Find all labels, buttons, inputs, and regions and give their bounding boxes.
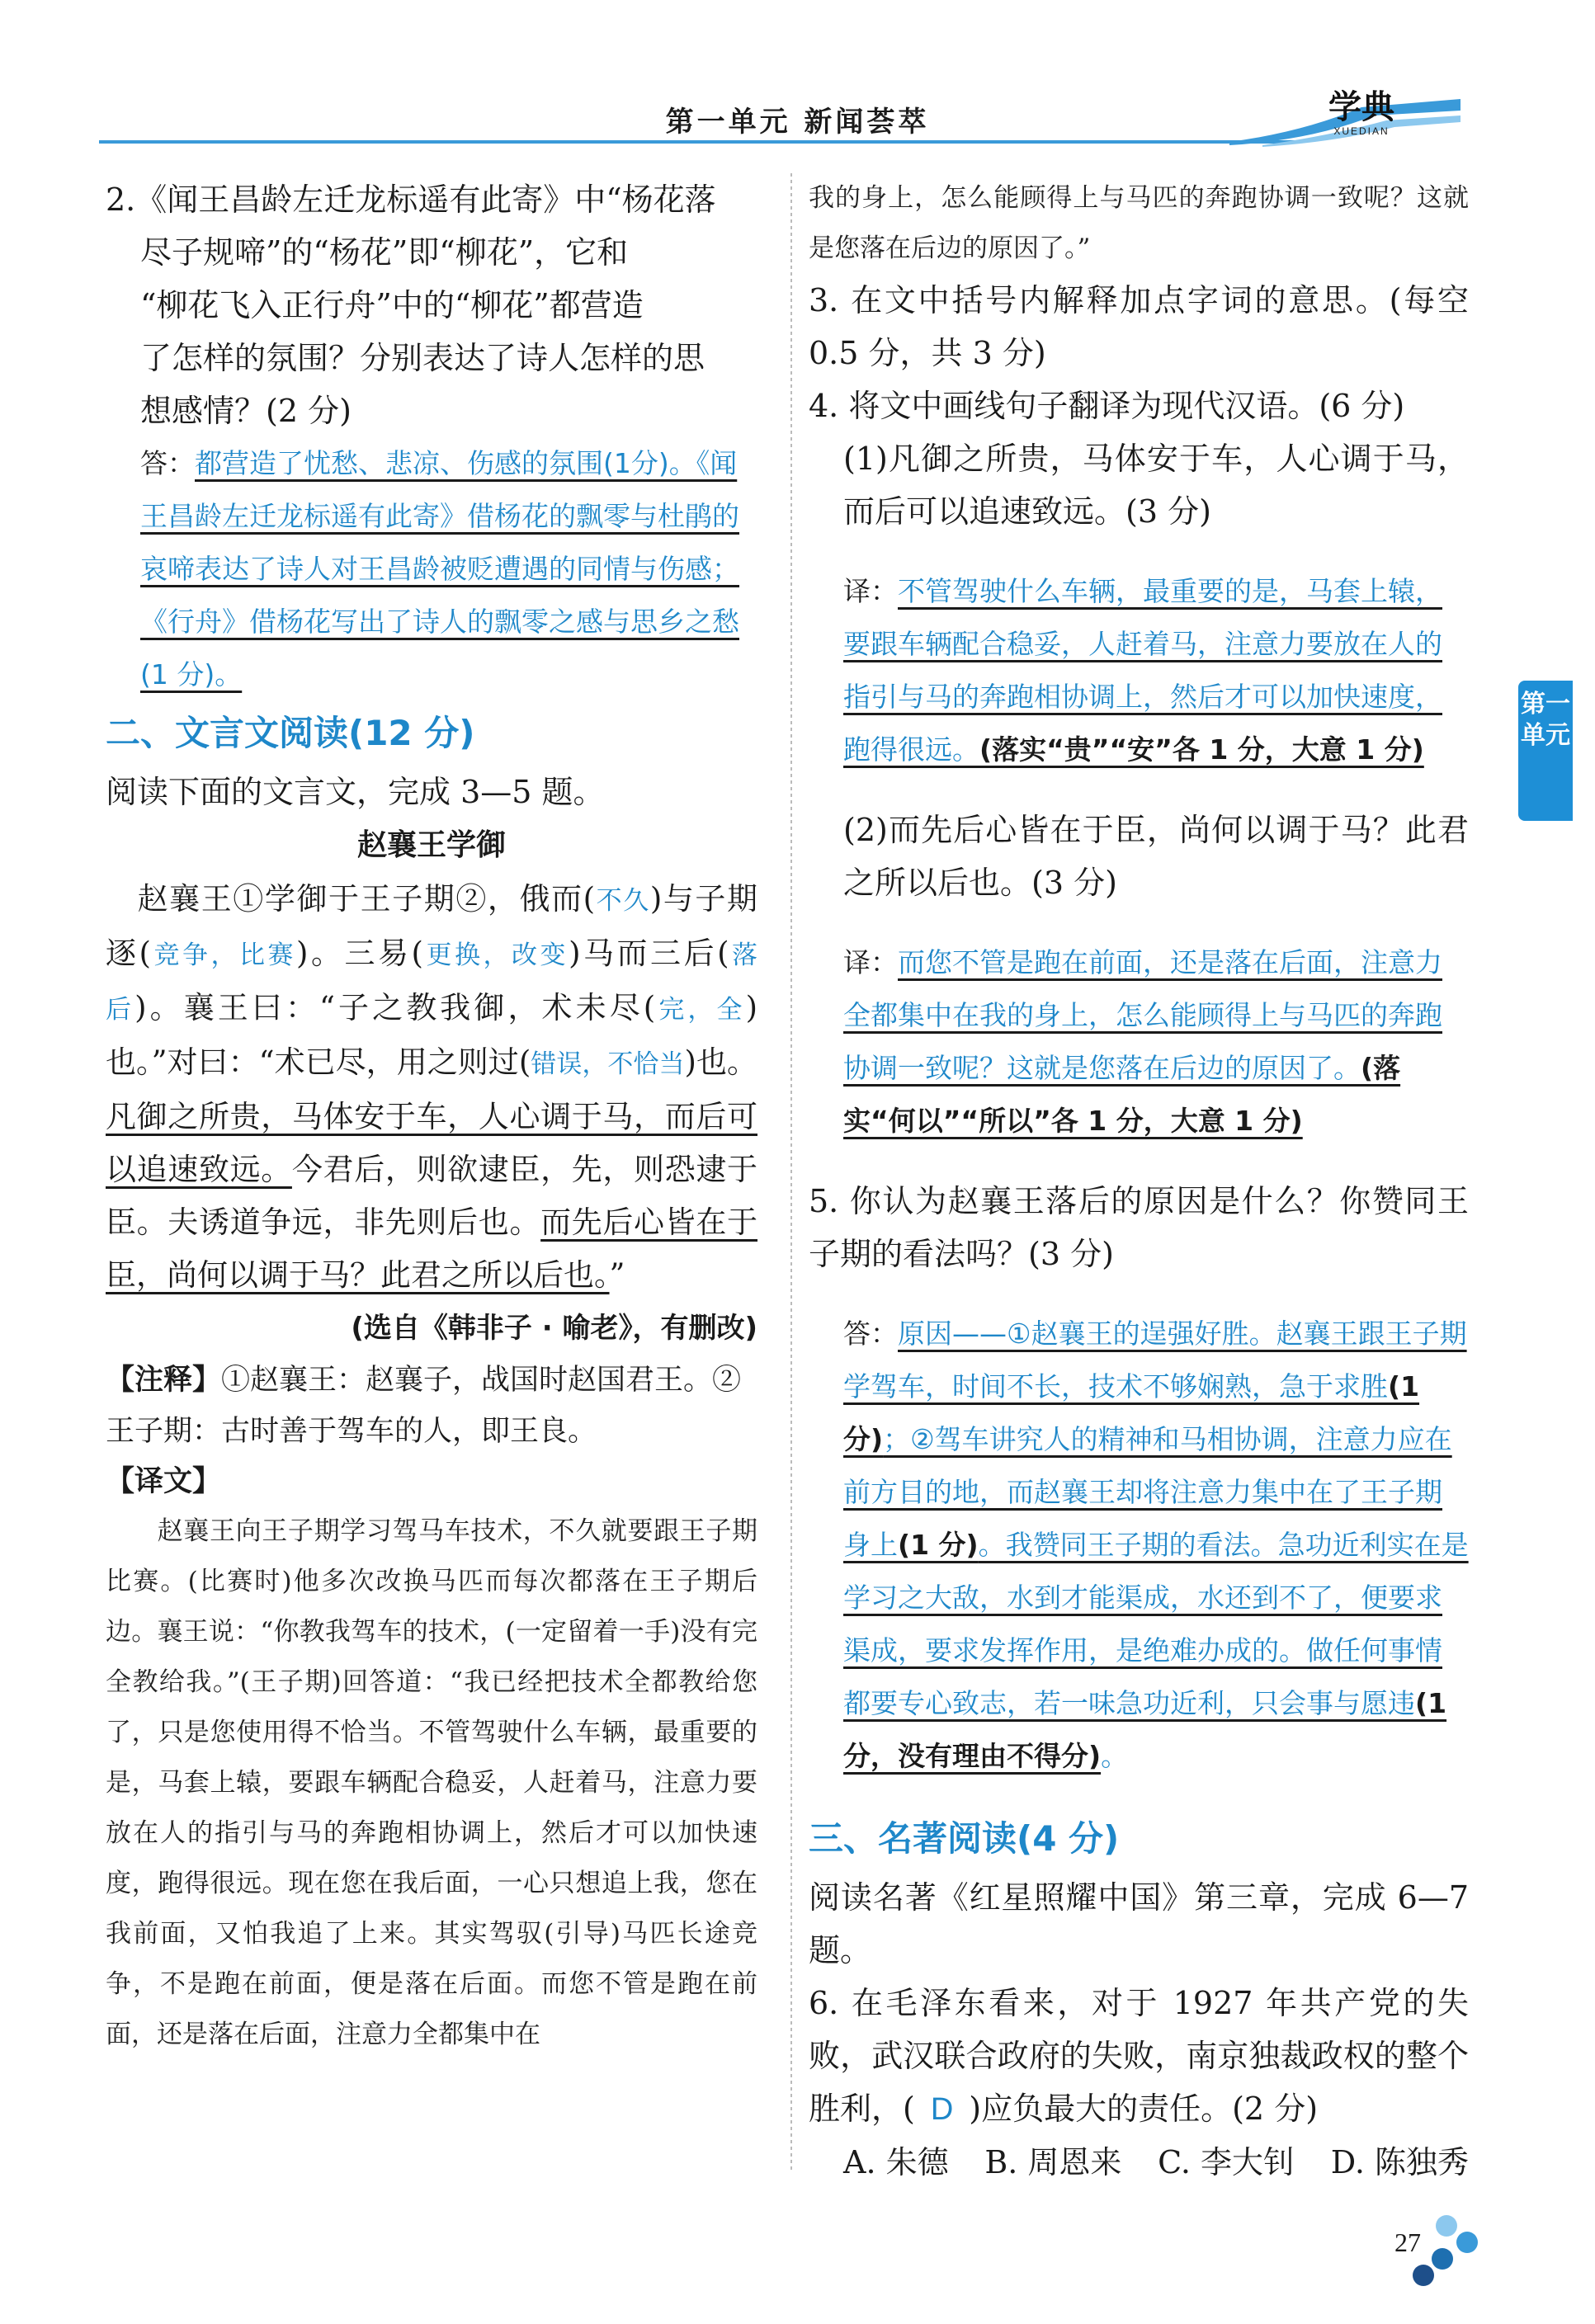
q4-2-answer: 译：而您不管是跑在前面，还是落在后面，注意力全都集中在我的身上，怎么能顾得上与马匹的奔跑协调一致呢？这就是您落在后边的原因了。(落实“何以”“所以”各 1 分，大意 1 分)	[843, 946, 1442, 1137]
column-divider	[790, 173, 792, 2170]
right-column	[809, 173, 1469, 2189]
underlined-sentence-2: 而先后心皆在于臣，尚何以调于马？此君之所以后也。	[106, 1204, 758, 1293]
decor-dot-icon	[1456, 2232, 1478, 2253]
decor-dot-icon	[1413, 2265, 1434, 2286]
q4-1-answer: 译：不管驾驶什么车辆，最重要的是，马套上辕，要跟车辆配合稳妥，人赶着马，注意力要放在人的指引与马的奔跑相协调上，然后才可以加快速度，跑得很远。(落实“贵”“安”各 1 分，大意 1 分)	[843, 575, 1442, 766]
gloss-answer: 完，全	[655, 995, 746, 1025]
classical-passage: 赵襄王①学御于王子期②，俄而(不久)与子期逐(竞争，比赛)。三易(更换，改变)马而三后(落后)。襄王曰：“子之教我御，术未尽(完，全)也。”对曰：“术已尽，用之则过(错误，不恰当)也。凡御之所贵，马体安于车，人心调于马，而后可以追速致远。今君后，则欲逮臣，先，则恐逮于臣。夫诱道争远，非先则后也。而先后心皆在于臣，尚何以调于马？此君之所以后也。”	[106, 881, 758, 1293]
question-4: 4. 将文中画线句子翻译为现代汉语。(6 分)	[809, 388, 1405, 424]
gloss-answer: 竞争，比赛	[150, 940, 297, 970]
option-a: A. 朱德	[843, 2144, 949, 2180]
q2-answer	[106, 437, 757, 701]
question-4-2: (2)而先后心皆在于臣，尚何以调于马？此君之所以后也。(3 分)	[843, 812, 1469, 901]
q2-line: “柳花飞入正行舟”中的“柳花”都营造	[140, 287, 644, 323]
decor-dot-icon	[1432, 2248, 1453, 2270]
passage-source: (选自《韩非子 · 喻老》，有删改)	[351, 1312, 757, 1345]
section-title: 二、文言文阅读(12 分)	[106, 713, 475, 753]
question-2	[106, 173, 757, 701]
q5-answer: 答：原因——①赵襄王的逞强好胜。赵襄王跟王子期学驾车，时间不长，技术不够娴熟，急于求胜(1 分)；②驾车讲究人的精神和马相协调，注意力应在前方目的地，而赵襄王却将注意力集中在了王子期身上(1 分)。我赞同王子期的看法。急功近利实在是学习之大敌，水到才能渠成，水还到不了，便要求渠成，要求发挥作用，是绝难办成的。做任何事情都要专心致志，若一味急功近利，只会事与愿违(1 分，没有理由不得分)。	[843, 1318, 1469, 1772]
q2-line: 尽子规啼”的“杨花”即“柳花”，它和	[140, 234, 629, 271]
section-title: 三、名著阅读(4 分)	[809, 1818, 1120, 1859]
gloss-answer: 不久	[595, 886, 650, 916]
decor-dot-icon	[1436, 2215, 1457, 2237]
underlined-sentence-1: 凡御之所贵，马体安于车，人心调于马，而后可以追速致远。	[106, 1099, 757, 1187]
gloss-answer: 错误，不恰当	[531, 1049, 685, 1079]
page-number: 27	[1394, 2227, 1421, 2257]
gloss-answer: 落后	[106, 940, 758, 1025]
option-b: B. 周恩来	[984, 2144, 1122, 2180]
left-column	[106, 173, 757, 2060]
translation-continued: 我的身上，怎么能顾得上与马匹的奔跑协调一致呢？这就是您落在后边的原因了。”	[809, 183, 1469, 263]
q2-line: 2.《闻王昌龄左迁龙标遥有此寄》中“杨花落	[106, 181, 716, 218]
question-6: 6. 在毛泽东看来，对于 1927 年共产党的失败，武汉联合政府的失败，南京独裁政权的整个胜利，( D )应负最大的责任。(2 分)	[809, 1985, 1469, 2127]
q2-line: 想感情？(2 分)	[140, 393, 352, 429]
unit-side-tab: 第一单元	[1518, 681, 1573, 821]
question-5: 5. 你认为赵襄王落后的原因是什么？你赞同王子期的看法吗？(3 分)	[809, 1183, 1469, 1272]
option-d: D. 陈独秀	[1330, 2144, 1469, 2180]
passage-title: 赵襄王学御	[356, 828, 506, 862]
reading-intro: 阅读下面的文言文，完成 3—5 题。	[106, 774, 605, 810]
q2-line: 了怎样的氛围？分别表达了诗人怎样的思	[140, 340, 705, 376]
brand-logo: 学典 XUEDIAN	[1328, 88, 1394, 137]
q6-answer: D	[930, 2092, 954, 2127]
q6-options	[809, 2136, 1469, 2189]
gloss-answer: 更换，改变	[422, 940, 569, 970]
option-c: C. 李大钊	[1158, 2144, 1295, 2180]
answer-label: 答：	[140, 447, 195, 479]
unit-title: 第一单元 新闻荟萃	[665, 106, 930, 139]
translation-text: 赵襄王向王子期学习驾马车技术，不久就要跟王子期比赛。(比赛时)他多次改换马匹而每次都落在王子期后边。襄王说：“你教我驾车的技术，(一定留着一手)没有完全教给我。”(王子期)回答道：“我已经把技术全都教给您了，只是您使用得不恰当。不管驾驶什么车辆，最重要的是，马套上辕，要跟车辆配合稳妥，人赶着马，注意力要放在人的指引与马的奔跑相协调上，然后才可以加快速度，跑得很远。现在您在我后面，一心只想追上我，您在我前面，又怕我追了上来。其实驾驭(引导)马匹长途竞争，不是跑在前面，便是落在后面。而您不管是跑在前面，还是落在后面，注意力全都集中在	[106, 1516, 757, 2049]
reading-intro: 阅读名著《红星照耀中国》第三章，完成 6—7 题。	[809, 1879, 1469, 1968]
annotation: 【注释】①赵襄王：赵襄子，战国时赵国君王。②王子期：古时善于驾车的人，即王良。	[106, 1364, 742, 1448]
header-rule	[99, 140, 1295, 144]
question-4-1: (1)凡御之所贵，马体安于车，人心调于马，而后可以追速致远。(3 分)	[843, 441, 1469, 530]
q2-answer-text: 都营造了忧愁、悲凉、伤感的氛围(1分)。《闻王昌龄左迁龙标遥有此寄》借杨花的飘零与杜鹃的哀啼表达了诗人对王昌龄被贬遭遇的同情与伤感；《行舟》借杨花写出了诗人的飘零之感与思乡之愁(1 分)。	[140, 447, 739, 691]
translation-heading: 【译文】	[106, 1465, 222, 1498]
question-3: 3. 在文中括号内解释加点字词的意思。(每空 0.5 分，共 3 分)	[809, 282, 1469, 371]
